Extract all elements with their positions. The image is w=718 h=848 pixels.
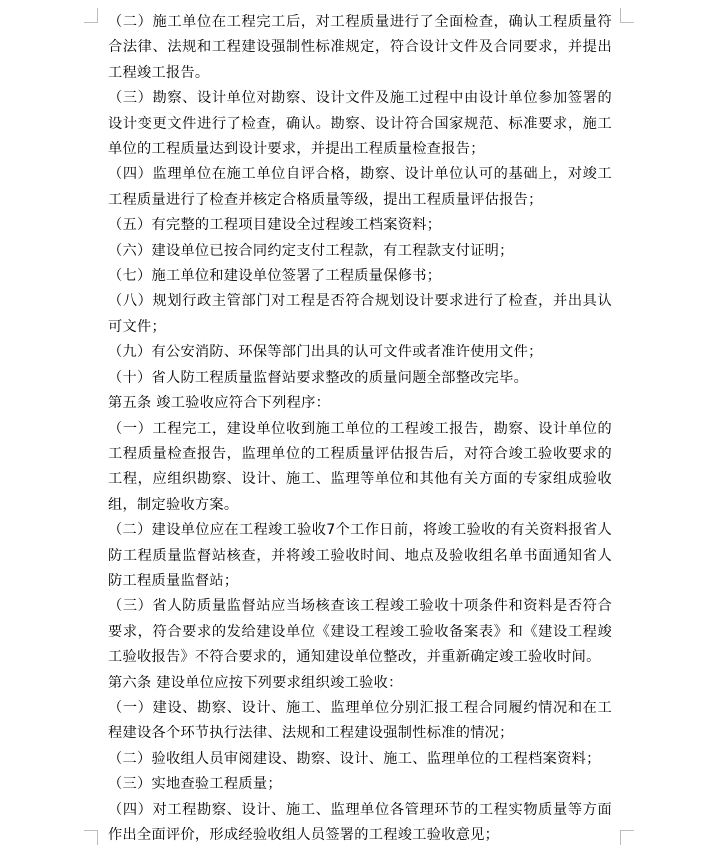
margin-corner-mark: [97, 830, 98, 845]
margin-corner-mark: [84, 830, 98, 831]
article-6-heading: 第六条 建设单位应按下列要求组织竣工验收：: [108, 674, 403, 691]
article-6-item-3: （三）实地查验工程质量；: [108, 776, 282, 793]
article-5-item-3: （三）省人防质量监督站应当场核查该工程竣工验收十项条件和资料是否符合要求，符合要求的发给建设单位《建设工程竣工验收备案表》和《建设工程竣工验收报告》不符合要求的，通知建设单位整改，并重新确定竣工验收时间。: [108, 598, 612, 666]
margin-corner-mark: [620, 830, 621, 845]
margin-corner-mark: [620, 22, 634, 23]
paragraph-item-4: （四）监理单位在施工单位自评合格，勘察、设计单位认可的基础上，对竣工工程质量进行了检查并核定合格质量等级，提出工程质量评估报告；: [108, 166, 612, 208]
article-5-item-1: （一）工程完工，建设单位收到施工单位的工程竣工报告，勘察、设计单位的工程质量检查报告，监理单位的工程质量评估报告后，对符合竣工验收要求的工程，应组织勘察、设计、施工、监理等单位和其他有关方面的专家组成验收组，制定验收方案。: [108, 420, 612, 513]
article-5-item-2: （二）建设单位应在工程竣工验收7个工作日前，将竣工验收的有关资料报省人防工程质量监督站核查，并将竣工验收时间、地点及验收组名单书面通知省人防工程质量监督站；: [108, 522, 612, 589]
article-6-item-2: （二）验收组人员审阅建设、勘察、设计、施工、监理单位的工程档案资料；: [108, 750, 601, 767]
paragraph-item-10: （十）省人防工程质量监督站要求整改的质量问题全部整改完毕。: [108, 369, 529, 386]
paragraph-item-3: （三）勘察、设计单位对勘察、设计文件及施工过程中由设计单位参加签署的设计变更文件进行了检查，确认。勘察、设计符合国家规范、标准要求，施工单位的工程质量达到设计要求，并提出工程质量检查报告；: [108, 90, 612, 158]
article-6-item-1: （一）建设、勘察、设计、施工、监理单位分别汇报工程合同履约情况和在工程建设各个环节执行法律、法规和工程建设强制性标准的情况；: [108, 699, 612, 742]
margin-corner-mark: [620, 8, 621, 23]
paragraph-item-2: （二）施工单位在工程完工后，对工程质量进行了全面检查，确认工程质量符合法律、法规和工程建设强制性标准规定，符合设计文件及合同要求，并提出工程竣工报告。: [108, 14, 612, 81]
paragraph-item-6: （六）建设单位已按合同约定支付工程款，有工程款支付证明；: [108, 242, 514, 259]
paragraph-item-7: （七）施工单位和建设单位签署了工程质量保修书；: [108, 268, 442, 285]
margin-corner-mark: [97, 8, 98, 23]
document-body: [108, 10, 612, 848]
paragraph-item-9: （九）有公安消防、环保等部门出具的认可文件或者准许使用文件；: [108, 344, 543, 361]
paragraph-item-8: （八）规划行政主管部门对工程是否符合规划设计要求进行了检查，并出具认可文件；: [108, 293, 612, 335]
margin-corner-mark: [84, 22, 98, 23]
article-5-heading: 第五条 竣工验收应符合下列程序：: [108, 395, 331, 412]
paragraph-item-5: （五）有完整的工程项目建设全过程竣工档案资料；: [108, 217, 442, 234]
article-6-item-4: （四）对工程勘察、设计、施工、监理单位各管理环节的工程实物质量等方面作出全面评价，形成经验收组人员签署的工程竣工验收意见；: [108, 801, 612, 843]
margin-corner-mark: [620, 830, 634, 831]
